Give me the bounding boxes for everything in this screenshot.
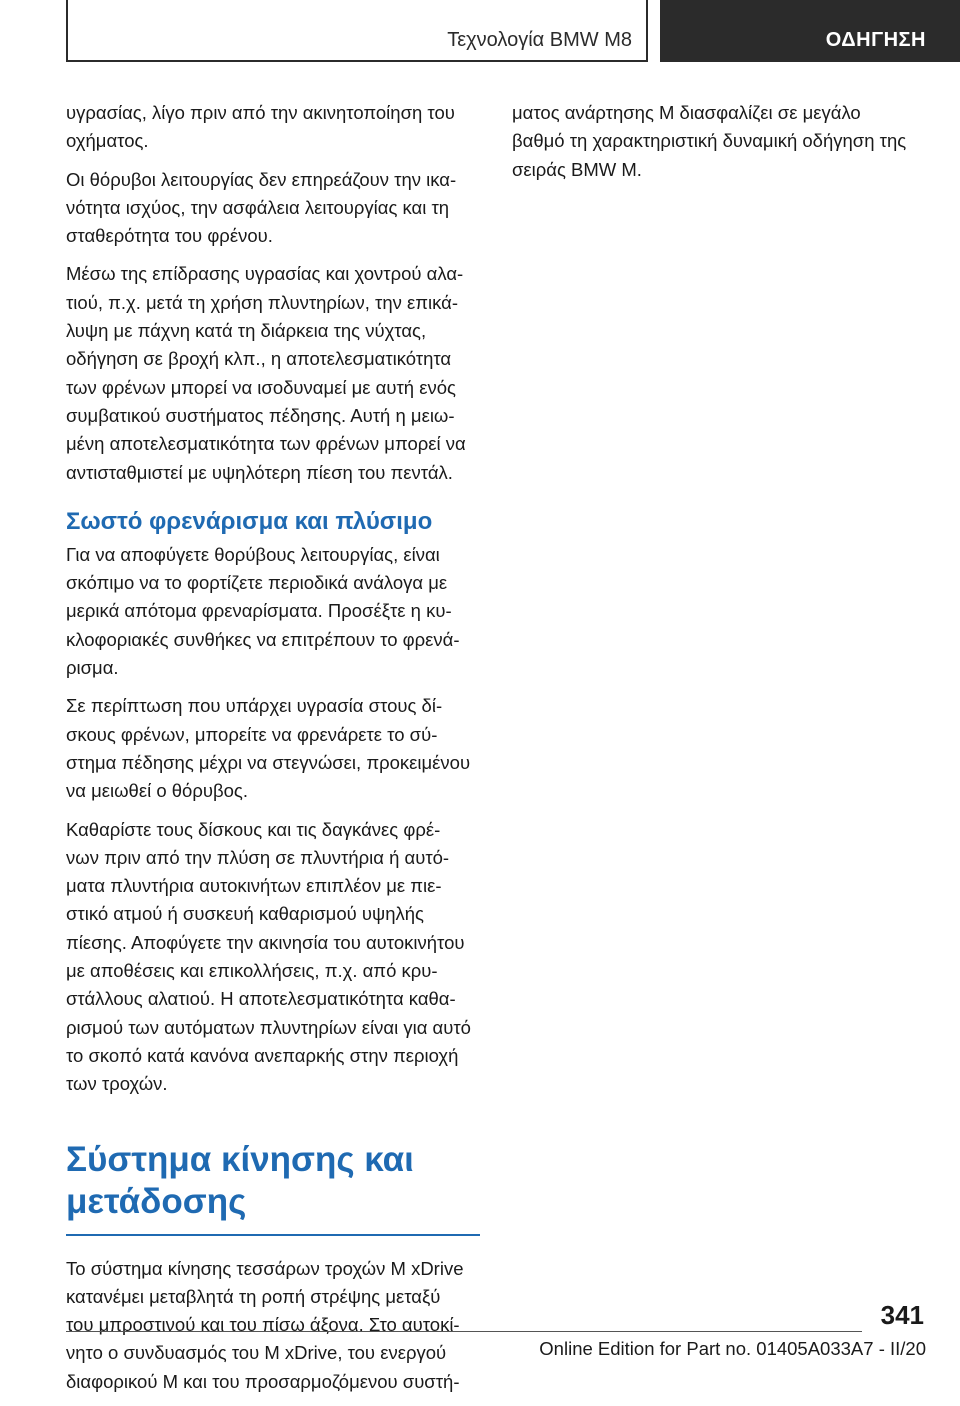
text-line: νων πριν από την πλύση σε πλυντήρια ή αυτό‐ — [66, 846, 450, 868]
paragraph — [66, 260, 480, 486]
text-line: να μειωθεί ο θόρυβος. — [66, 780, 248, 802]
text-line: με αποθέσεις και επικολλήσεις, π.χ. από κρυ‐ — [66, 960, 438, 982]
text-line: των φρένων μπορεί να ισοδυναμεί με αυτή ενός — [66, 376, 456, 398]
text-line: ρισμού των αυτόματων πλυντηρίων είναι για αυτό — [66, 1016, 471, 1038]
text-line: μένη αποτελεσματικότητα των φρένων μπορεί να — [66, 433, 466, 455]
text-line: υγρασίας, λίγο πριν από την ακινητοποίηση του — [66, 102, 455, 123]
text-line: Οι θόρυβοι λειτουργίας δεν επηρεάζουν την ικα‐ — [66, 168, 457, 190]
paragraph — [66, 541, 480, 682]
paragraph — [66, 692, 480, 805]
header-section-tab — [660, 0, 960, 62]
text-line: νότητα ισχύος, την ασφάλεια λειτουργίας και τη — [66, 196, 450, 218]
text-line: κλοφοριακές συνθήκες να επιτρέπουν το φρενά‐ — [66, 628, 460, 650]
text-line: Μέσω της επίδρασης υγρασίας και χοντρού αλα‐ — [66, 263, 464, 285]
text-line: λυψη με πάχνη κατά τη διάρκεια της νύχτας, — [66, 320, 427, 342]
text-line: σειράς BMW M. — [512, 158, 642, 180]
paragraph — [66, 166, 480, 251]
text-line: ματα πλυντήρια αυτοκινήτων επιπλέον με πιε‐ — [66, 875, 442, 897]
right-column — [512, 99, 932, 194]
text-line: κατανέμει μεταβλητά τη ροπή στρέψης μεταξύ — [66, 1285, 441, 1307]
text-line: Σε περίπτωση που υπάρχει υγρασία στους δί‐ — [66, 695, 443, 717]
header-title-box — [66, 0, 648, 62]
text-line: οδήγηση σε βροχή κλπ., η αποτελεσματικότητα — [66, 348, 452, 370]
text-line: τιού, π.χ. μετά τη χρήση πλυντηρίων, την επικά‐ — [66, 291, 459, 313]
footer-divider — [66, 1331, 862, 1332]
section-heading: Σωστό φρενάρισμα και πλύσιμο — [66, 507, 433, 535]
chapter-heading-rule — [66, 1234, 480, 1236]
text-line: οχήματος. — [66, 130, 149, 152]
text-line: Για να αποφύγετε θορύβους λειτουργίας, είναι — [66, 543, 440, 565]
paragraph — [66, 99, 480, 156]
paragraph — [512, 99, 932, 184]
page-number: 341 — [880, 1300, 924, 1330]
text-line: το σκοπό κατά κανόνα ανεπαρκής στην περιοχή — [66, 1044, 459, 1066]
text-line: Το σύστημα κίνησης τεσσάρων τροχών M xDrive — [66, 1257, 464, 1279]
text-line: σκόπιμο να το φορτίζετε περιοδικά ανάλογα με — [66, 572, 448, 594]
text-line: συμβατικού συστήματος πέδησης. Αυτή η μειω‐ — [66, 404, 455, 426]
text-line: διαφορικού M και του προσαρμοζόμενου συστή‐ — [66, 1370, 460, 1392]
text-line: του μπροστινού και του πίσω άξονα. Στο αυτοκί‐ — [66, 1314, 460, 1336]
left-column — [66, 99, 480, 1406]
text-line: ματος ανάρτησης M διασφαλίζει σε μεγάλο — [512, 102, 861, 123]
text-line: μερικά απότομα φρεναρίσματα. Προσέξτε η κυ‐ — [66, 600, 452, 622]
text-line: πίεσης. Αποφύγετε την ακινησία του αυτοκινήτου — [66, 931, 465, 953]
text-line: αντισταθμιστεί με υψηλότερη πίεση του πεντάλ. — [66, 461, 453, 483]
chapter-heading — [66, 1139, 480, 1223]
paragraph — [66, 1255, 480, 1396]
text-line: στικό ατμού ή συσκευή καθαρισμού υψηλής — [66, 903, 424, 925]
footer-edition-text: Online Edition for Part no. 01405A033A7 - II/20 — [539, 1338, 926, 1359]
paragraph — [66, 816, 480, 1099]
header-section-label: ΟΔΗΓΗΣΗ — [825, 29, 926, 51]
text-line: Καθαρίστε τους δίσκους και τις δαγκάνες φρέ‐ — [66, 818, 441, 840]
header-title: Τεχνολογία BMW M8 — [447, 29, 632, 51]
chapter-heading-line: μετάδοσης — [66, 1181, 247, 1221]
text-line: στημα πέδησης μέχρι να στεγνώσει, προκειμένου — [66, 751, 471, 773]
text-line: σκους φρένων, μπορείτε να φρενάρετε το σύ‐ — [66, 723, 438, 745]
text-line: των τροχών. — [66, 1073, 168, 1095]
text-line: βαθμό τη χαρακτηριστική δυναμική οδήγηση της — [512, 130, 907, 152]
text-line: ρισμα. — [66, 657, 119, 679]
chapter-heading-line: Σύστημα κίνησης και — [66, 1139, 414, 1179]
text-line: σταθερότητα του φρένου. — [66, 225, 273, 247]
text-line: νητο ο συνδυασμός του M xDrive, του ενεργού — [66, 1342, 447, 1364]
text-line: στάλλους αλατιού. Η αποτελεσματικότητα καθα‐ — [66, 988, 456, 1010]
